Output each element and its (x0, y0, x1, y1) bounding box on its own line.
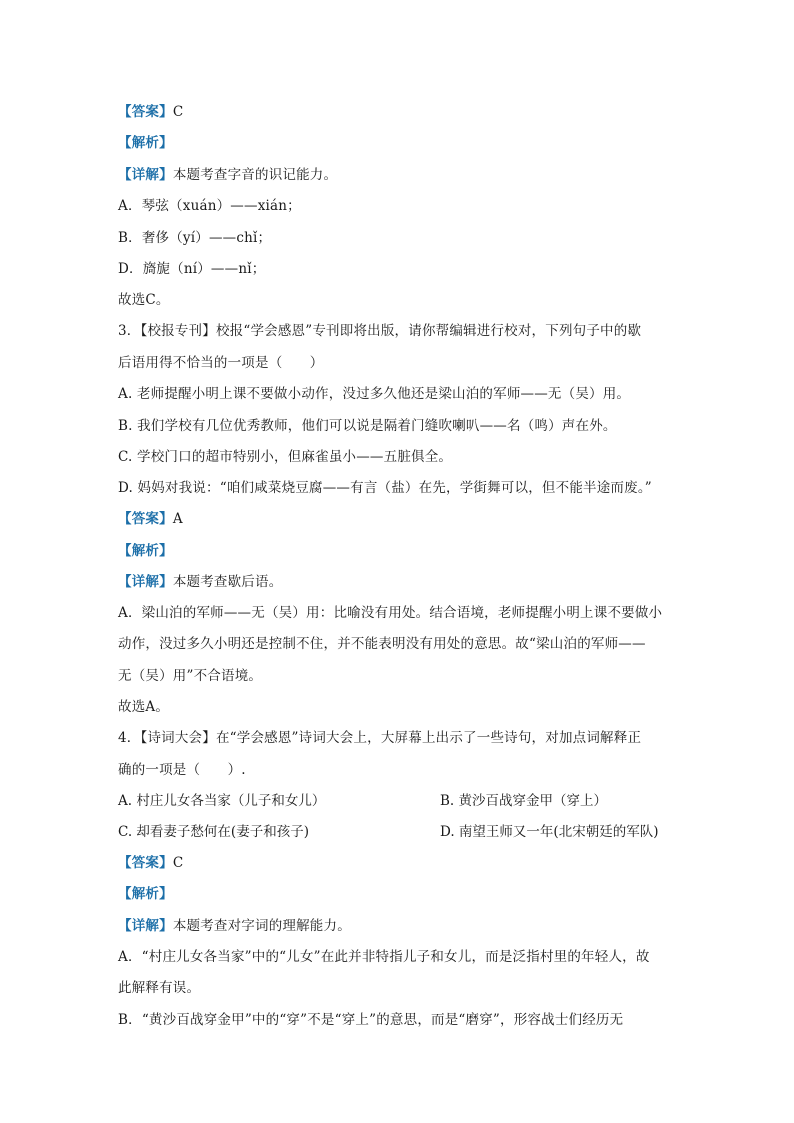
detail-tag: 【详解】 (118, 167, 173, 183)
q4-option-b: B. 黄沙百战穿金甲（穿上） (440, 793, 608, 809)
q4-detail-text: 本题考查对字词的理解能力。 (172, 918, 351, 934)
q3-stem-line1: 3．【校报专刊】校报“学会感恩”专刊即将出版，请你帮编辑进行校对，下列句子中的歇 (118, 323, 642, 339)
q4-stem-line1: 4．【诗词大会】在“学会感恩”诗词大会上，大屏幕上出示了一些诗句，对加点词解释正 (118, 730, 642, 746)
q4-explanation-b-line1: B．“黄沙百战穿金甲”中的“穿”不是“穿上”的意思，而是“磨穿”，形容战士们经历无 (118, 1012, 624, 1028)
q4-answer-line (118, 853, 183, 873)
q3-explanation-line2: 动作，没过多久小明还是控制不住，并不能表明没有用处的意思。故“梁山泊的军师—— (118, 636, 646, 652)
q2-detail-line (118, 165, 337, 185)
analysis-tag: 【解析】 (118, 886, 173, 902)
answer-tag: 【答案】 (118, 511, 173, 527)
q2-answer-line (118, 102, 183, 122)
q3-answer-line (118, 509, 183, 529)
q4-detail-line (118, 916, 351, 936)
q3-option-a: A. 老师提醒小明上课不要做小动作，没过多久他还是梁山泊的军师——无（吴）用。 (118, 386, 631, 402)
q4-explanation-a-line1: A．“村庄儿女各当家”中的“儿女”在此并非特指儿子和女儿，而是泛指村里的年轻人，故 (118, 949, 650, 965)
detail-tag: 【详解】 (118, 918, 173, 934)
q3-conclusion: 故选A。 (118, 699, 170, 715)
q4-explanation-a-line2: 此解释有误。 (118, 980, 201, 996)
q3-stem-line2: 后语用得不恰当的一项是（ ） (118, 355, 324, 371)
detail-tag: 【详解】 (118, 574, 173, 590)
q3-detail-text: 本题考查歇后语。 (172, 574, 283, 590)
analysis-tag: 【解析】 (118, 135, 173, 151)
q3-option-b: B. 我们学校有几位优秀教师，他们可以说是隔着门缝吹喇叭——名（鸣）声在外。 (118, 418, 617, 434)
q2-option-a: A．琴弦（xuán）——xián； (118, 198, 301, 214)
q2-analysis-line (118, 133, 173, 153)
q3-option-d: D. 妈妈对我说：“咱们咸菜烧豆腐——有言（盐）在先，学街舞可以，但不能半途而废。” (118, 480, 652, 496)
q3-option-c: C. 学校门口的超市特别小，但麻雀虽小——五脏俱全。 (118, 449, 453, 465)
q3-explanation-line3: 无（吴）用”不合语境。 (118, 668, 263, 684)
q4-option-d: D. 南望王师又一年(北宋朝廷的军队) (440, 824, 659, 840)
q3-analysis-line (118, 541, 173, 561)
q2-answer-value: C (172, 104, 184, 120)
q3-explanation-line1: A．梁山泊的军师——无（吴）用：比喻没有用处。结合语境，老师提醒小明上课不要做小 (118, 605, 663, 621)
q3-detail-line (118, 572, 282, 592)
q2-option-d: D．旖旎（ní）——nǐ； (118, 261, 266, 277)
q3-answer-value: A (172, 511, 183, 527)
analysis-tag: 【解析】 (118, 543, 173, 559)
q4-option-c: C. 却看妻子愁何在(妻子和孩子) (118, 824, 309, 840)
answer-tag: 【答案】 (118, 855, 173, 871)
q4-answer-value: C (172, 855, 184, 871)
q4-option-a: A. 村庄儿女各当家（儿子和女儿） (118, 793, 326, 809)
q2-option-b: B．奢侈（yí）——chǐ； (118, 230, 272, 246)
answer-tag: 【答案】 (118, 104, 173, 120)
q2-detail-text: 本题考查字音的识记能力。 (172, 167, 338, 183)
q4-analysis-line (118, 884, 173, 904)
q2-conclusion: 故选C。 (118, 292, 170, 308)
q4-stem-line2: 确的一项是（ ）. (118, 762, 246, 778)
